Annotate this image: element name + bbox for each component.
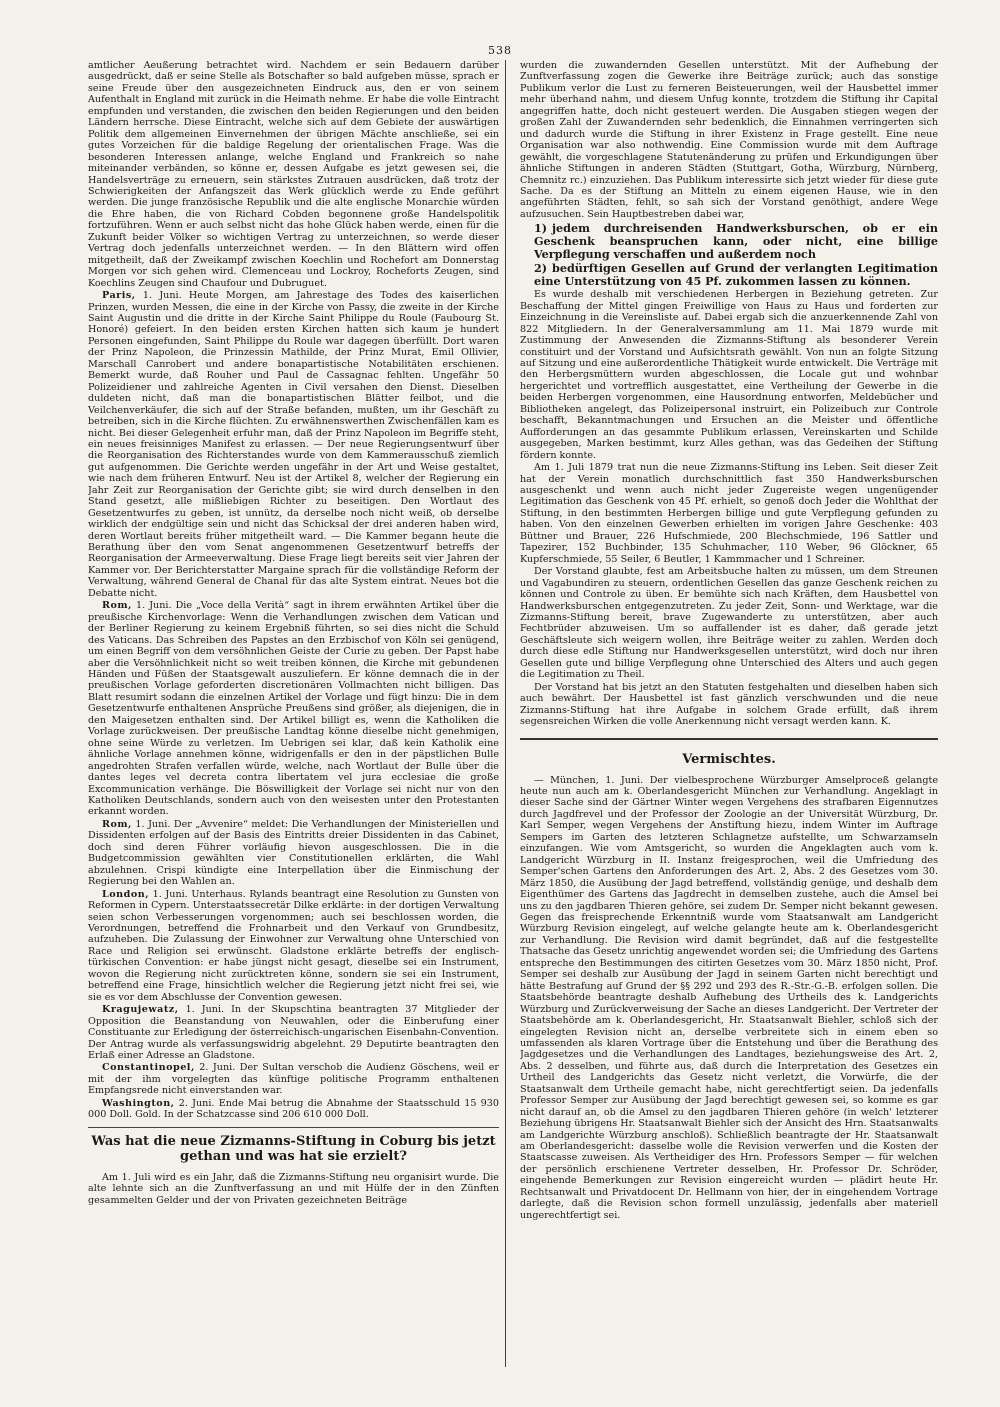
news-text: 2. Juni. Ende Mai betrug die Abnahme der Staatsschuld 15 930 000 Doll. Gold. In der Schatzcasse sind 206 610 000 Doll. [88, 1097, 499, 1121]
list-item [534, 222, 938, 260]
news-text: 1. Juni. In der Skupschtina beantragten 37 Mitglieder der Opposition die Beanstandung von Neuwahlen, oder die Einberufung einer Constituante zur Erledigung der österreichisch-ungarischen Eisenbahn-Convention. Der Antrag wurde als verfassungswidrig abgelehnt. 29 Deputirte beantragten den Erlaß einer Adresse an Gladstone. [88, 1004, 499, 1061]
vermischtes-heading: Vermischtes. [520, 738, 938, 767]
list-text: jedem durchreisenden Handwerksburschen, ob er ein Geschenk beanspruchen kann, oder nicht, eine billige Verpflegung verschaffen und außerdem noch [534, 221, 938, 261]
list-text: bedürftigen Gesellen auf Grund der verlangten Legitimation eine Unterstützung von 45 Pf. zukommen lassen zu können. [534, 261, 938, 288]
list-item [534, 262, 938, 287]
news-text: 2. Juni. Der Sultan verschob die Audienz Göschens, weil er mit der ihm vorgelegten das künftige politische Programm enthaltenen Empfangsrede nicht einverstanden war. [88, 1062, 499, 1097]
dateline-place: Washington, [102, 1097, 175, 1109]
article-paragraph: Es wurde deshalb mit verschiedenen Herbergen in Beziehung getreten. Zur Beschaffung der Mittel gingen Freiwillige von Haus zu Haus und forderten zur Einzeichnung in die Vereinsliste auf. Dabei ergab sich die anzuerkennende Zahl von 822 Mitgliedern. In der Generalversammlung am 11. Mai 1879 wurde mit Zustimmung der Anwesenden die Zizmanns-Stiftung als besonderer Verein constituirt und der Vorstand und Aufsichtsrath gewählt. Von nun an folgte Sitzung auf Sitzung und eine außerordentliche Thätigkeit wurde entwickelt. Die Verträge mit den Herbergsmüttern wurden abgeschlossen, die Locale gut und wohnbar hergerichtet und vortrefflich ausgestattet, eine Vertheilung der Gewerbe in die beiden Herbergen vorgenommen, eine Hausordnung entworfen, Meldebücher und Bibliotheken angelegt, das Polizeipersonal instruirt, ein Polizeibuch zur Controle beschafft, Bekanntmachungen und Ersuchen an die Meister und öffentliche Aufforderungen an das gesammte Publikum erlassen, Vereinskarten und Schilde ausgegeben, Marken bestimmt, kurz Alles gethan, was das Gedeihen der Stiftung fördern konnte. [520, 289, 938, 461]
article-paragraph: Der Vorstand hat bis jetzt an den Statuten festgehalten und dieselben haben sich auch bewährt. Der Hausbettel ist fast gänzlich verschwunden und die neue Zizmanns-Stiftung hat ihre Aufgabe in solchem Grade erfüllt, daß ihrem segensreichen Wirken die volle Anerkennung nicht versagt werden kann. K. [520, 681, 938, 728]
right-column [520, 60, 938, 1367]
vermischtes-paragraph: — München, 1. Juni. Der vielbesprochene Würzburger Amselproceß gelangte heute nun auch am k. Oberlandesgericht München zur Verhandlung. Angeklagt in dieser Sache sind der Gärtner Winter wegen Vergehens des strafbaren Eigennutzes durch Jagdfrevel und der Professor der Zoologie an der Universität Würzburg, Dr. Karl Semper, wegen Vergehens der Anstiftung hiezu, indem Winter im Auftrage Sempers im Garten des letzteren Schlagnetze aufstellte, um Schwarzamseln einzufangen. Wie vom Amtsgericht, so wurden die Angeklagten auch vom k. Landgericht Würzburg in II. Instanz freigesprochen, weil die Umfriedung des Semper'schen Gartens den Anforderungen des Art. 2, Abs. 2 des Gesetzes vom 30. März 1850, die Ausübung der Jagd betreffend, vollständig genüge, und deshalb dem Eigenthümer des Gartens das Jagdrecht in demselben zustehe, auch die Amsel bei uns zu den jagdbaren Thieren gehöre, sei zudem Dr. Semper nicht bekannt gewesen. Gegen das freisprechende Erkenntniß wurde vom Staatsanwalt am Landgericht Würzburg Revision eingelegt, auf welche gelangte heute am k. Oberlandesgericht zur Verhandlung. Die Revision wird damit begründet, daß auf die festgestellte Thatsache das Gesetz unrichtig angewendet worden sei; die Umfriedung des Gartens entspreche den Bestimmungen des citirten Gesetzes vom 30. März 1850 nicht, Prof. Semper sei deshalb zur Ausübung der Jagd in seinem Garten nicht berechtigt und hätte Bestrafung auf Grund der §§ 292 und 293 des R.-Str.-G.-B. erfolgen sollen. Die Staatsbehörde beantragte deshalb Aufhebung des Urtheils des k. Landgerichts Würzburg und Zurückverweisung der Sache an dieses Landgericht. Der Vertreter der Staatsbehörde am k. Oberlandesgericht, Hr. Staatsanwalt Biehler, schloß sich der eingelegten Revision nicht an, derselbe verbreitete sich in einem eben so umfassenden als klaren Vortrage über die Entstehung und über die Berathung des Jagdgesetzes und die Verhandlungen des Landtages, beziehungsweise des Art. 2, Abs. 2 desselben, und führte aus, daß durch die Interpretation des Gesetzes ein Urtheil des Landgerichts das Gesetz nicht verletzt, die Vorwürfe, die der Staatsanwalt dem Urtheile gemacht habe, nicht gerechtfertigt seien. Da jedenfalls Professor Semper zur Ausübung der Jagd berechtigt gewesen sei, so komme es gar nicht darauf an, ob die Amsel zu den jagdbaren Thieren gehöre (in welch' letzterer Beziehung übrigens Hr. Staatsanwalt Biehler sich der Ansicht des Hrn. Staatsanwalts am Landgerichte Würzburg anschloß). Schließlich beantragte der Hr. Staatsanwalt am Oberlandesgericht: dasselbe wolle die Revision verwerfen und die Kosten der Staatscasse zuweisen. Als Vertheidiger des Hrn. Professors Semper — für welchen der persönlich erschienene Vertreter desselben, Hr. Professor Dr. Schröder, eingehende Bemerkungen zur Revision eingereicht wurden — plädirt heute Hr. Rechtsanwalt und Privatdocent Dr. Hellmann von hier, der in eingehendem Vortrage darlegte, daß die Revision schon formell unzulässig, jedenfalls aber materiell ungerechtfertigt sei. [520, 774, 938, 1221]
list-number: 1) [534, 221, 548, 236]
dateline-place: Rom, [102, 818, 132, 830]
news-text: 1. Juni. Heute Morgen, am Jahrestage des Todes des kaiserlichen Prinzen, wurden Messen, die eine in der Kirche von Passy, die zweite in der Kirche Saint Augustin und die dritte in der Kirche Saint Philippe du Roule (Faubourg St. Honoré) gefeiert. In den beiden ersten Kirchen hatten sich kaum je hundert Personen eingefunden, Saint Philippe du Roule war dagegen überfüllt. Dort waren der Prinz Napoleon, die Prinzessin Mathilde, der Prinz Murat, Emil Ollivier, Marschall Canrobert und andere bonapartistische Notabilitäten erschienen. Bemerkt wurde, daß Rouher und Paul de Cassagnac fehlten. Ungefähr 50 Polizeidiener und zahlreiche Agenten in Civil versahen den Dienst. Dieselben duldeten nicht, daß man die bonapartistischen Blätter feilbot, und die Veilchenverkäufer, die sich auf der Straße befanden, mußten, um ihr Geschäft zu betreiben, sich in die Kirche flüchten. Zu erwähnenswerthen Zwischenfällen kam es nicht. Bei dieser Gelegenheit erfuhr man, daß der Prinz Napoleon im Begriffe steht, ein neues freisinniges Manifest zu erlassen. — Der neue Regierungsentwurf über die Reorganisation des Richterstandes wurde von dem Kammerausschuß ziemlich gut aufgenommen. Die Gerichte werden ungefähr in der Art und Weise gestaltet, wie nach dem früheren Entwurf. Neu ist der Artikel 8, welcher der Regierung ein Jahr Zeit zur Reorganisation der Gerichte gibt; sie wird durch denselben in den Stand gesetzt, alle mißliebigen Richter zu beseitigen. Den Wortlaut des Gesetzentwurfes zu geben, ist unnütz, da derselbe noch nicht weiß, ob derselbe wirklich der endgültige sein und nicht das Schicksal der drei anderen haben wird, deren Wortlaut bereits früher mitgetheilt ward. — Die Kammer begann heute die Berathung über den vom Senat angenommenen Gesetzentwurf betreffs der Reorganisation der Armeeverwaltung. Diese Frage liegt bereits seit vier Jahren der Kammer vor. Der Berichterstatter Margaine sprach für die vollständige Reform der Verwaltung, während General de Chanal für das alte System eintrat. Neues bot die Debatte nicht. [88, 290, 499, 599]
news-item-washington [88, 1098, 499, 1121]
dateline-place: Paris, [102, 290, 136, 302]
news-item-constantinopel [88, 1062, 499, 1096]
page-number: 538 [488, 44, 512, 57]
news-text: 1. Juni. Der „Avvenire“ meldet: Die Verhandlungen der Ministeriellen und Dissidenten erfolgen auf der Basis des Eintritts dreier Dissidenten in das Cabinet, doch sind deren Führer vorläufig hievon ausgeschlossen. Die in die Budgetcommission gewählten vier Constitutionellen erklärten, die Wahl abzulehnen. Crispi kündigte eine Interpellation über die Einmischung der Regierung bei den Wahlen an. [88, 818, 499, 888]
news-item-rom-1 [88, 600, 499, 818]
article-paragraph: amtlicher Aeußerung betrachtet wird. Nachdem er sein Bedauern darüber ausgedrückt, daß er seine Stelle als Botschafter so bald aufgeben müsse, sprach er seine Freude über den ausgezeichneten Eindruck aus, den er von seinem Aufenthalt in England mit zurück in die Heimath nehme. Er habe die volle Eintracht empfunden und verstanden, die zwischen den beiden Regierungen und den beiden Ländern herrsche. Diese Eintracht, welche sich auf dem Gebiete der auswärtigen Politik dem allgemeinen Einvernehmen der übrigen Mächte anschließe, sei ein gutes Vorzeichen für die baldige Regelung der orientalischen Frage. Was die besonderen Interessen anlange, welche England und Frankreich so nahe miteinander verbänden, so könne er, dessen Aufgabe es jetzt gewesen sei, die Handelsverträge zu erneuern, sein stärkstes Zutrauen ausdrücken, daß trotz der Schwierigkeiten der Anfangszeit das Werk glücklich werde zu Ende geführt werden. Die junge französische Republik und die alte englische Monarchie würden die Ehre haben, die von Richard Cobden begonnene große Handelspolitik fortzuführen. Wenn er auch selbst nicht das hohe Glück haben werde, einen für die Zukunft beider Völker so wichtigen Vertrag zu unterzeichnen, so werde dieser Vertrag doch jedenfalls unterzeichnet werden. — In den Blättern wird offen mitgetheilt, daß der Zweikampf zwischen Koechlin und Rochefort am Donnerstag Morgen vor sich gehen wird. Clemenceau und Lockroy, Rocheforts Zeugen, sind Koechlins Zeugen sind Chaufour und Dubruguet. [88, 60, 499, 289]
dateline-place: London, [102, 888, 150, 900]
news-item-paris [88, 290, 499, 599]
dateline-place: Kragujewatz, [102, 1004, 179, 1016]
dateline-place: Rom, [102, 600, 132, 612]
columns [88, 60, 938, 1367]
section-heading: Was hat die neue Zizmanns-Stiftung in Coburg bis jetzt gethan und was hat sie erzielt? [88, 1127, 499, 1164]
news-text: 1. Juni. Die „Voce della Verità“ sagt in ihrem erwähnten Artikel über die preußische Kirchenvorlage: Wenn die Verhandlungen zwischen dem Vatican und der Berliner Regierung zu keinem Ergebniß führten, so sei dies nicht die Schuld des Vaticans. Das Schreiben des Papstes an den Erzbischof von Köln sei genügend, um einen Begriff von dem versöhnlichen Geiste der Curie zu geben. Der Papst habe aber die Versöhnlichkeit nicht so weit treiben können, die Kirche mit gebundenen Händen und Füßen der Staatsgewalt auszuliefern. Er könne demnach die in der preußischen Vorlage geforderten discretionären Vollmachten nicht billigen. Das Blatt resumirt sodann die einzelnen Artikel der Vorlage und fügt hinzu: Die in dem Gesetzentwurfe enthaltenen Ansprüche Preußens sind größer, als diejenigen, die in den Maigesetzen enthalten sind. Der Artikel billigt es, wenn die Katholiken die Vorlage zurückweisen. Der preußische Landtag könne dieselbe nicht genehmigen, ohne seine Würde zu verletzen. Im Uebrigen sei klar, daß kein Katholik eine ähnliche Vorlage annehmen könne, widrigenfalls er den in der päpstlichen Bulle angedrohten Strafen verfallen würde, welche, nach Wortlaut der Bulle über die dantes leges vel decreta contra libertatem vel jura ecclesiae die große Excommunication verhänge. Die Böswilligkeit der Vorlage sei nicht nur von den Katholiken Deutschlands, sondern auch von den weisesten unter den Protestanten erkannt worden. [88, 600, 499, 818]
news-text: 1. Juni. Unterhaus. Rylands beantragt eine Resolution zu Gunsten von Reformen in Cypern. Unterstaatssecretär Dilke erklärte: in der dortigen Verwaltung seien schon Verbesserungen vorgenommen; auch sei beschlossen worden, die Verordnungen, betreffend die Frohnarbeit und den Verkauf von Grundbesitz, aufzuheben. Die Zulassung der Einwohner zur Verwaltung ohne Unterschied von Race und Religion sei erwünscht. Gladstone erklärte betreffs der englisch-türkischen Convention: er habe jüngst nicht gesagt, dieselbe sei ein Instrument, wovon die Regierung nicht zurücktreten könne, sondern sie sei ein Instrument, betreffend eine Frage, hinsichtlich welcher die Regierung jetzt nicht frei sei, wie sie es vor dem Abschlusse der Convention gewesen. [88, 888, 499, 1003]
section-paragraph: Am 1. Juli wird es ein Jahr, daß die Zizmanns-Stiftung neu organisirt wurde. Die alte lehnte sich an die Zunftverfassung an und mit Hülfe der in den Zünften gesammelten Gelder und der von Privaten gezeichneten Beiträge [88, 1171, 499, 1206]
article-paragraph: wurden die zuwandernden Gesellen unterstützt. Mit der Aufhebung der Zunftverfassung zogen die Gewerke ihre Beiträge zurück; auch das sonstige Publikum verlor die Lust zu ferneren Beisteuerungen, weil der Hausbettel immer mehr überhand nahm, und diesem Unfug konnte, trotzdem die Stiftung ihr Capital angegriffen hatte, doch nicht gesteuert werden. Die Ausgaben stiegen wegen der großen Zahl der Zuwandernden sehr bedenklich, die Einnahmen verringerten sich und dadurch wurde die Stiftung in ihrer Existenz in Frage gestellt. Eine neue Organisation war also nothwendig. Eine Commission wurde mit dem Auftrage gewählt, die vorgeschlagene Statutenänderung zu prüfen und Erkundigungen über ähnliche Stiftungen in anderen Städten (Stuttgart, Gotha, Würzburg, Nürnberg, Chemnitz rc.) einzuziehen. Das Publikum interessirte sich jetzt wieder für diese gute Sache. Da es der Stiftung an Mitteln zu einem eigenen Hause, wie in den angeführten Städten, fehlt, so sah sich der Vorstand genöthigt, andere Wege aufzusuchen. Sein Hauptbestreben dabei war, [520, 60, 938, 220]
news-item-rom-2 [88, 819, 499, 888]
article-paragraph: Am 1. Juli 1879 trat nun die neue Zizmanns-Stiftung ins Leben. Seit dieser Zeit hat der Verein monatlich durchschnittlich fast 350 Handwerksburschen ausgeschenkt und wenn auch nicht jeder Zugereiste wegen ungenügender Legitimation das Geschenk von 45 Pf. erhielt, so genoß doch Jeder die Wohlthat der Stiftung, in den bestimmten Herbergen billige und gute Verpflegung gefunden zu haben. Von den einzelnen Gewerben erhielten im vorigen Jahre Geschenke: 403 Büttner und Brauer, 226 Hufschmiede, 200 Blechschmiede, 196 Sattler und Tapezirer, 152 Buchbinder, 135 Schuhmacher, 110 Weber, 96 Glöckner, 65 Kupferschmiede, 55 Seiler, 6 Beutler, 1 Kammmacher und 1 Schreiner. [520, 462, 938, 565]
news-item-kragujewatz [88, 1004, 499, 1061]
list-number: 2) [534, 261, 548, 276]
left-column [88, 60, 506, 1367]
article-paragraph: Der Vorstand glaubte, fest am Arbeitsbuche halten zu müssen, um dem Streunen und Vagabundiren zu steuern, ordentlichen Gesellen das ganze Geschenk reichen zu können und Controle zu üben. Er bemühte sich nach Kräften, dem Hausbettel von Handwerksburschen entgegenzutreten. Zu jeder Zeit, Sonn- und Werktage, war die Zizmanns-Stiftung bereit, brave Zugewanderte zu unterstützen, aber auch Fechtbrüder abzuweisen. Um so auffallender ist es daher, daß gerade jetzt Geschäftsleute sich weigern wollen, ihre Beiträge weiter zu zahlen. Werden doch durch diese edle Stiftung nur Handwerksgesellen unterstützt, wird doch nur ihren Gesellen gute und billige Verpflegung ohne Unterschied des Alters und auch gegen die Legitimation zu Theil. [520, 566, 938, 681]
dateline-place: Constantinopel, [102, 1062, 195, 1074]
news-item-london [88, 889, 499, 1004]
